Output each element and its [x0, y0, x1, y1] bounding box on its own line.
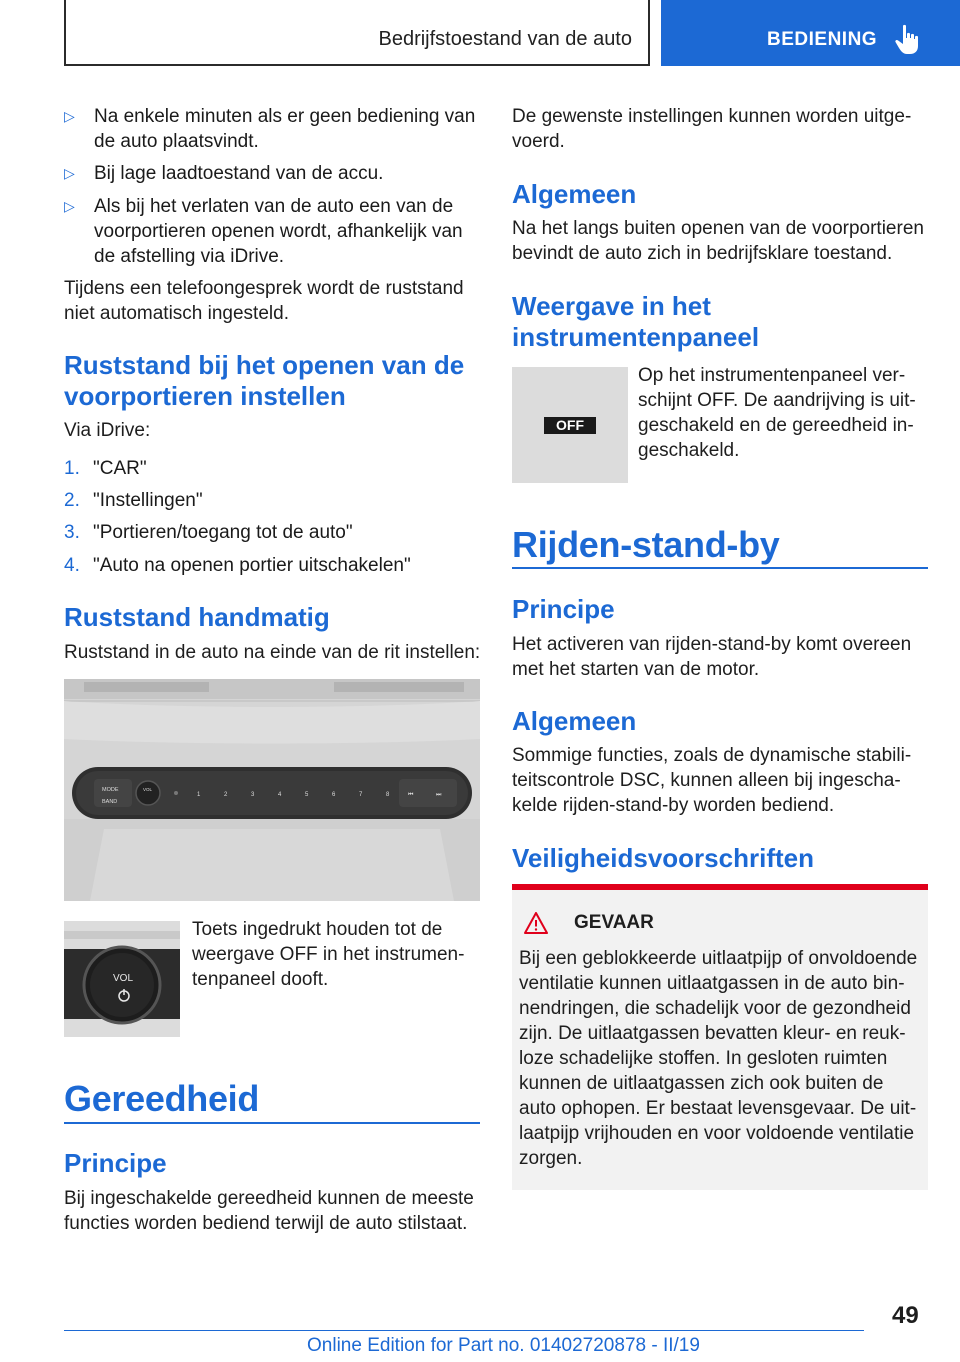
- svg-text:MODE: MODE: [102, 787, 119, 793]
- warning-triangle-icon: [524, 912, 548, 934]
- pointing-hand-icon: [894, 24, 922, 56]
- svg-text:VOL: VOL: [143, 787, 153, 792]
- triangle-bullet-icon: ▷: [64, 198, 75, 214]
- svg-text:1: 1: [197, 792, 201, 798]
- svg-text:8: 8: [386, 792, 390, 798]
- svg-text:⏭: ⏭: [436, 791, 442, 798]
- header-chapter-tab[interactable]: [661, 0, 960, 66]
- svg-text:6: 6: [332, 792, 336, 798]
- list-item: ▷ Als bij het verlaten van de auto een van de voorportieren openen wordt, afhankelijk van de afstelling via iDrive.: [64, 196, 463, 267]
- svg-text:⏮: ⏮: [408, 791, 414, 798]
- triangle-bullet-icon: ▷: [64, 108, 75, 124]
- off-indicator: OFF: [544, 417, 596, 434]
- heading-gereedheid: Gereedheid: [64, 1078, 260, 1119]
- principe2-text: Het activeren van rijden-stand-by komt overeen met het starten van de motor.: [512, 634, 912, 680]
- svg-text:5: 5: [305, 792, 309, 798]
- header-section-title: Bedrijfstoestand van de auto: [378, 28, 632, 50]
- warning-box: [512, 884, 928, 1190]
- heading-weergave: Weergave in het instrumentenpaneel: [512, 291, 760, 352]
- intro-text: De gewenste instellingen kunnen worden uitgevoerd.: [512, 106, 912, 152]
- via-idrive-label: Via iDrive:: [64, 420, 151, 441]
- algemeen2-text: Sommige functies, zoals de dynamische stabiliteitscontrole DSC, kunnen alleen bij ingeschakelde rijden-stand-by worden bediend.: [512, 745, 912, 816]
- off-display-image: [512, 367, 628, 483]
- svg-text:VOL: VOL: [113, 973, 134, 984]
- algemeen-text: Na het langs buiten openen van de voorportieren bevindt de auto zich in bedrijfsklare toestand.: [512, 218, 924, 264]
- footer-rule: [64, 1330, 864, 1331]
- list-item: 4. "Auto na openen portier uitschakelen": [64, 555, 411, 576]
- phone-note: Tijdens een telefoongesprek wordt de ruststand niet automatisch ingesteld.: [64, 278, 464, 324]
- heading-algemeen: Algemeen: [512, 179, 637, 209]
- heading-rijden-standby: Rijden-stand-by: [512, 524, 780, 565]
- footer-edition: Online Edition for Part no. 01402720878 - II/19: [307, 1335, 700, 1356]
- heading-principe-2: Principe: [512, 594, 615, 624]
- svg-text:2: 2: [224, 792, 228, 798]
- list-item: 3. "Portieren/toegang tot de auto": [64, 522, 353, 543]
- warning-text: Bij een geblokkeerde uitlaatpijp of onvoldoende ventilatie kunnen uitlaatgassen in de auto binnendringen, die schadelijk voor de gezondheid zijn. De uitlaatgassen bevatten kleur- en reukloze schadelijke stoffen. In gesloten ruimten kunnen de uitlaatgassen zich ook buiten de auto ophopen. Er bestaat levensgevaar. De uitlaatpijp vrijhouden en voor voldoende ventilatie zorgen.: [519, 948, 918, 1169]
- header-section-box: [64, 0, 650, 66]
- svg-text:7: 7: [359, 792, 363, 798]
- list-item: ▷ Na enkele minuten als er geen bediening van de auto plaatsvindt.: [64, 106, 476, 152]
- svg-text:BAND: BAND: [102, 799, 118, 805]
- weergave-text: Op het instrumentenpaneel verschijnt OFF. De aandrijving is uitgeschakeld en de gereedheid ingeschakeld.: [638, 365, 916, 461]
- list-item: ▷ Bij lage laadtoestand van de accu.: [64, 163, 384, 184]
- audio-console-image: [64, 679, 480, 901]
- heading-principe: Principe: [64, 1148, 167, 1178]
- heading-veiligheid: Veiligheidsvoorschriften: [512, 843, 814, 873]
- page-number: 49: [892, 1302, 919, 1329]
- heading-rule: [64, 1122, 480, 1124]
- heading-rule: [512, 567, 928, 569]
- vol-instruction: Toets ingedrukt houden tot de weergave OFF in het instrumentenpaneel dooft.: [192, 919, 465, 990]
- heading-algemeen-2: Algemeen: [512, 706, 637, 736]
- list-item: 1. "CAR": [64, 458, 147, 479]
- warning-title: GEVAAR: [574, 912, 654, 933]
- svg-text:4: 4: [278, 792, 282, 798]
- svg-text:3: 3: [251, 792, 255, 798]
- vol-knob-image: [64, 921, 180, 1037]
- triangle-bullet-icon: ▷: [64, 165, 75, 181]
- list-item: 2. "Instellingen": [64, 490, 203, 511]
- header-chapter-label: BEDIENING: [767, 29, 878, 50]
- principe-text: Bij ingeschakelde gereedheid kunnen de meeste functies worden bediend terwijl de auto stilstaat.: [64, 1188, 474, 1234]
- heading-open-door: Ruststand bij het openen van de voorportieren instellen: [64, 350, 465, 411]
- manual-text: Ruststand in de auto na einde van de rit instellen:: [64, 642, 481, 663]
- heading-manual-rest: Ruststand handmatig: [64, 602, 330, 632]
- warning-bar: [512, 884, 928, 890]
